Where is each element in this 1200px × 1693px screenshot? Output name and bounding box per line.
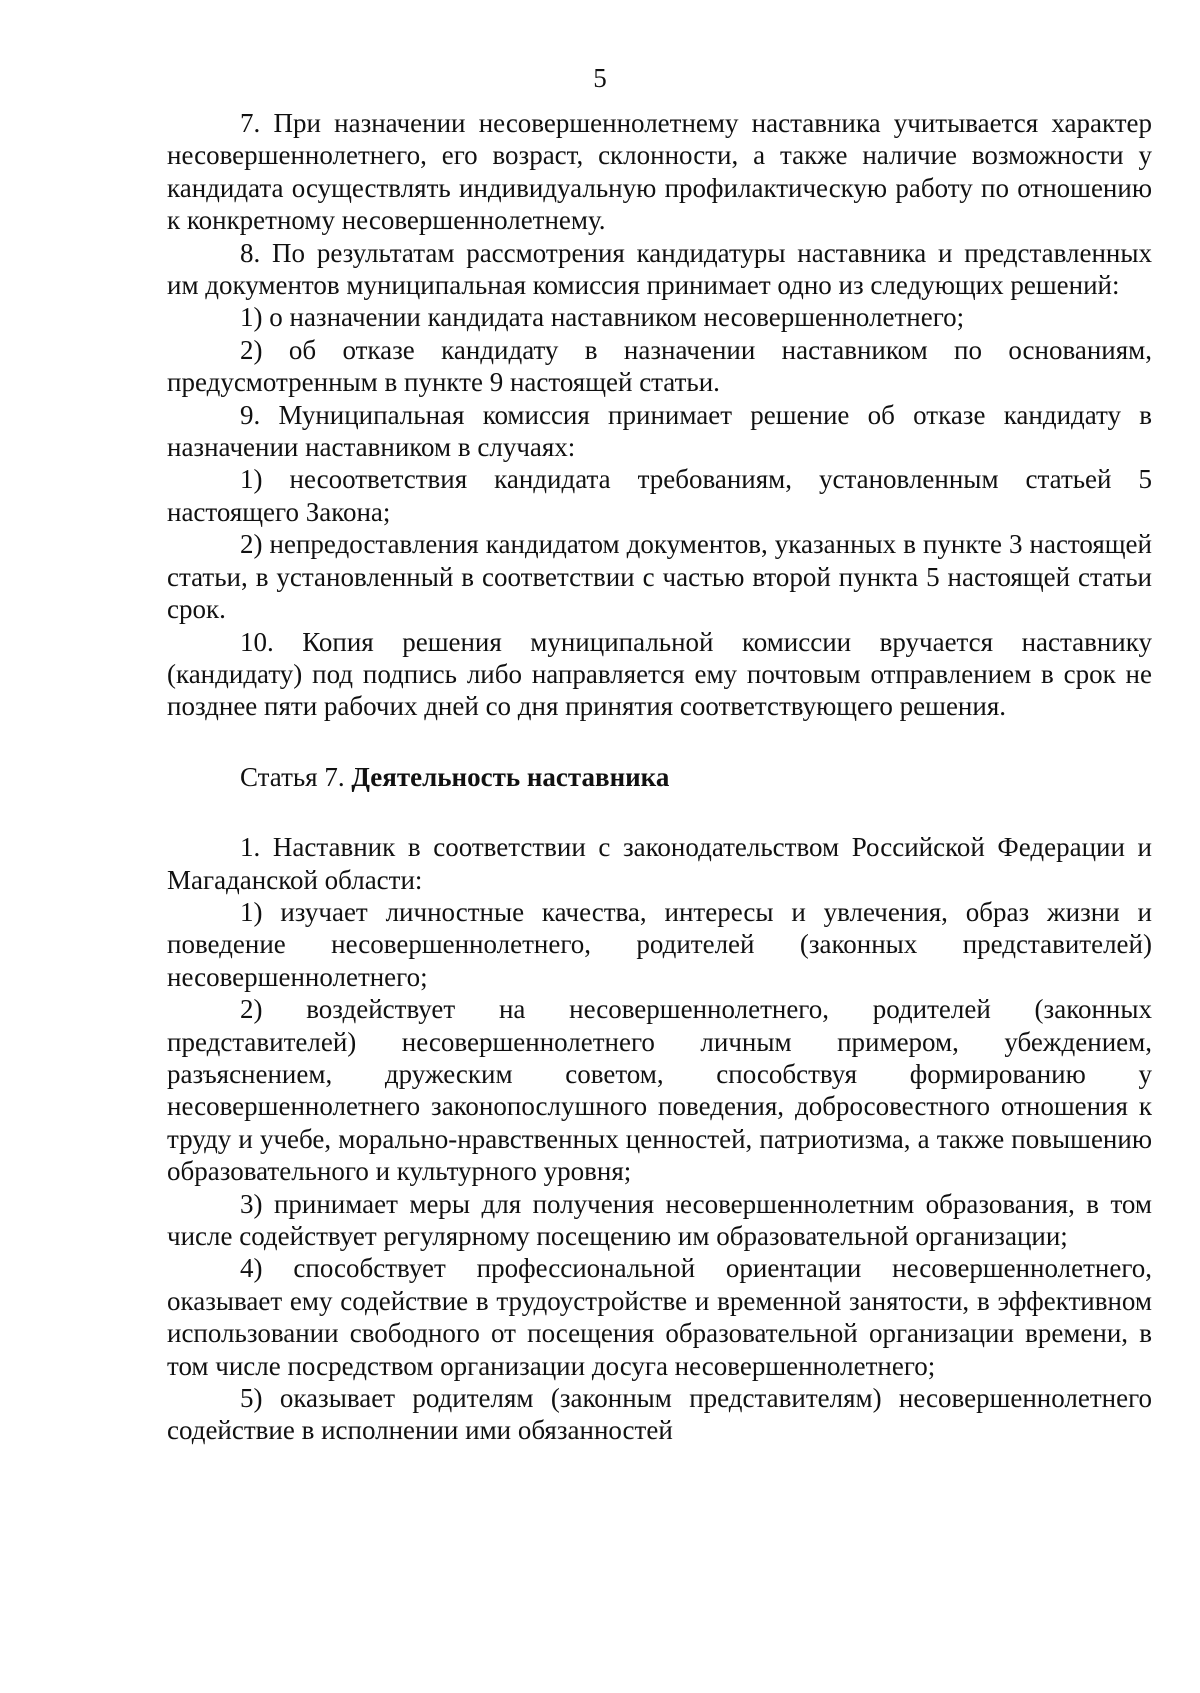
section-7-paragraphs — [167, 107, 1152, 723]
article-7-paragraphs — [167, 831, 1152, 1447]
article-item-1-3: 3) принимает меры для получения несовершеннолетним образования, в том числе содействует регулярному посещению им образовательной организации; — [167, 1188, 1152, 1251]
paragraph-item-8-2: 2) об отказе кандидату в назначении наставником по основаниям, предусмотренным в пункте 9 настоящей статьи. — [167, 334, 1152, 398]
paragraph-item-10: 10. Копия решения муниципальной комиссии вручается наставнику (кандидату) под подпись либо направляется ему почтовым отправлением в срок не позднее пяти рабочих дней со дня принятия соответствующего решения. — [167, 626, 1152, 722]
paragraph-item-8: 8. По результатам рассмотрения кандидатуры наставника и представленных им документов муниципальная комиссия принимает одно из следующих решений: — [167, 237, 1152, 301]
paragraph-item-9-1: 1) несоответствия кандидата требованиям, установленным статьей 5 настоящего Закона; — [167, 464, 1152, 527]
article-title: Деятельность наставника — [351, 761, 670, 792]
article-item-1-2: 2) воздействует на несовершеннолетнего, родителей (законных представителей) несовершеннолетнего личным примером, убеждением, разъяснением, дружеским советом, способствуя формированию у несовершеннолетнего законопослушного поведения, добросовестного отношения к труду и учебе, морально-нравственных ценностей, патриотизма, а также повышению образовательного и культурного уровня; — [167, 994, 1152, 1187]
page-number: 5 — [593, 63, 607, 93]
article-prefix: Статья 7. — [240, 761, 352, 792]
paragraph-item-7: 7. При назначении несовершеннолетнему наставника учитывается характер несовершеннолетнего, его возраст, склонности, а также наличие возможности у кандидата осуществлять индивидуальную профилактическую работу по отношению к конкретному несовершеннолетнему. — [167, 108, 1152, 236]
article-item-1: 1. Наставник в соответствии с законодательством Российской Федерации и Магаданской области: — [167, 832, 1152, 895]
article-heading — [167, 761, 1152, 793]
article-item-1-1: 1) изучает личностные качества, интересы и увлечения, образ жизни и поведение несовершеннолетнего, родителей (законных представителей) несовершеннолетнего; — [167, 896, 1152, 992]
article-item-1-5: 5) оказывает родителям (законным представителям) несовершеннолетнего содействие в исполнении ими обязанностей — [167, 1383, 1152, 1446]
paragraph-item-8-1: 1) о назначении кандидата наставником несовершеннолетнего; — [240, 302, 965, 333]
paragraph-item-9: 9. Муниципальная комиссия принимает решение об отказе кандидату в назначении наставником в случаях: — [167, 399, 1152, 463]
article-item-1-4: 4) способствует профессиональной ориентации несовершеннолетнего, оказывает ему содействие в трудоустройстве и временной занятости, в эффективном использовании свободного от посещения образовательной организации времени, в том числе посредством организации досуга несовершеннолетнего; — [167, 1253, 1152, 1381]
page-content — [167, 107, 1152, 1447]
paragraph-item-9-2: 2) непредоставления кандидатом документов, указанных в пункте 3 настоящей статьи, в установленный в соответствии с частью второй пункта 5 настоящей статьи срок. — [167, 529, 1152, 625]
